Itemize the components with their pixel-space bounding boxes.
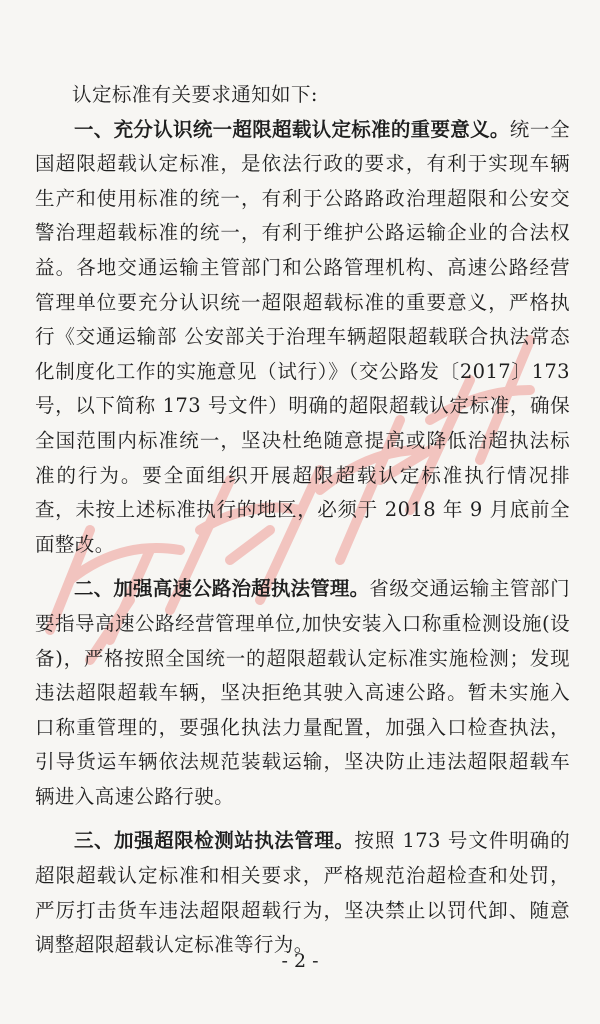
section-1-heading: 一、充分认识统一超限超载认定标准的重要意义。 bbox=[74, 117, 510, 141]
section-3 bbox=[35, 824, 570, 962]
section-1-body: 统一全国超限超载认定标准，是依法行政的要求，有利于实现车辆生产和使用标准的统一，有利于公路路政治理超限和公安交警治理超载标准的统一，有利于维护公路运输企业的合法权益。各地交通运输主管部门和公路管理机构、高速公路经营管理单位要充分认识统一超限超载标准的重要意义，严格执行《交通运输部 公安部关于治理车辆超限超载联合执法常态化制度化工作的实施意见（试行）》（交公路发〔2017〕173 号，以下简称 173 号文件）明确的超限超载认定标准，确保全国范围内标准统一，坚决杜绝随意提高或降低治超执法标准的行为。要全面组织开展超限超载认定标准执行情况排查，未按上述标准执行的地区，必须于 2018 年 9 月底前全面整改。 bbox=[35, 117, 570, 556]
section-3-heading: 三、加强超限检测站执法管理。 bbox=[74, 829, 355, 853]
section-1 bbox=[35, 113, 570, 563]
section-2-heading: 二、加强高速公路治超执法管理。 bbox=[74, 577, 370, 601]
section-2 bbox=[35, 572, 570, 814]
page-number: - 2 - bbox=[281, 950, 319, 972]
section-2-body: 省级交通运输主管部门要指导高速公路经营管理单位,加快安装入口称重检测设施(设备)，严格按照全国统一的超限超载认定标准实施检测；发现违法超限超载车辆，坚决拒绝其驶入高速公路。暂未实施入口称重管理的，要强化执法力量配置，加强入口检查执法，引导货运车辆依法规范装载运输，坚决防止违法超限超载车辆进入高速公路行驶。 bbox=[35, 577, 570, 808]
document-body bbox=[35, 78, 570, 963]
section-3-body: 按照 173 号文件明确的超限超载认定标准和相关要求，严格规范治超检查和处罚，严厉打击货车违法超限超载行为，坚决禁止以罚代卸、随意调整超限超载认定标准等行为。 bbox=[35, 829, 570, 957]
intro-line: 认定标准有关要求通知如下: bbox=[72, 83, 318, 106]
